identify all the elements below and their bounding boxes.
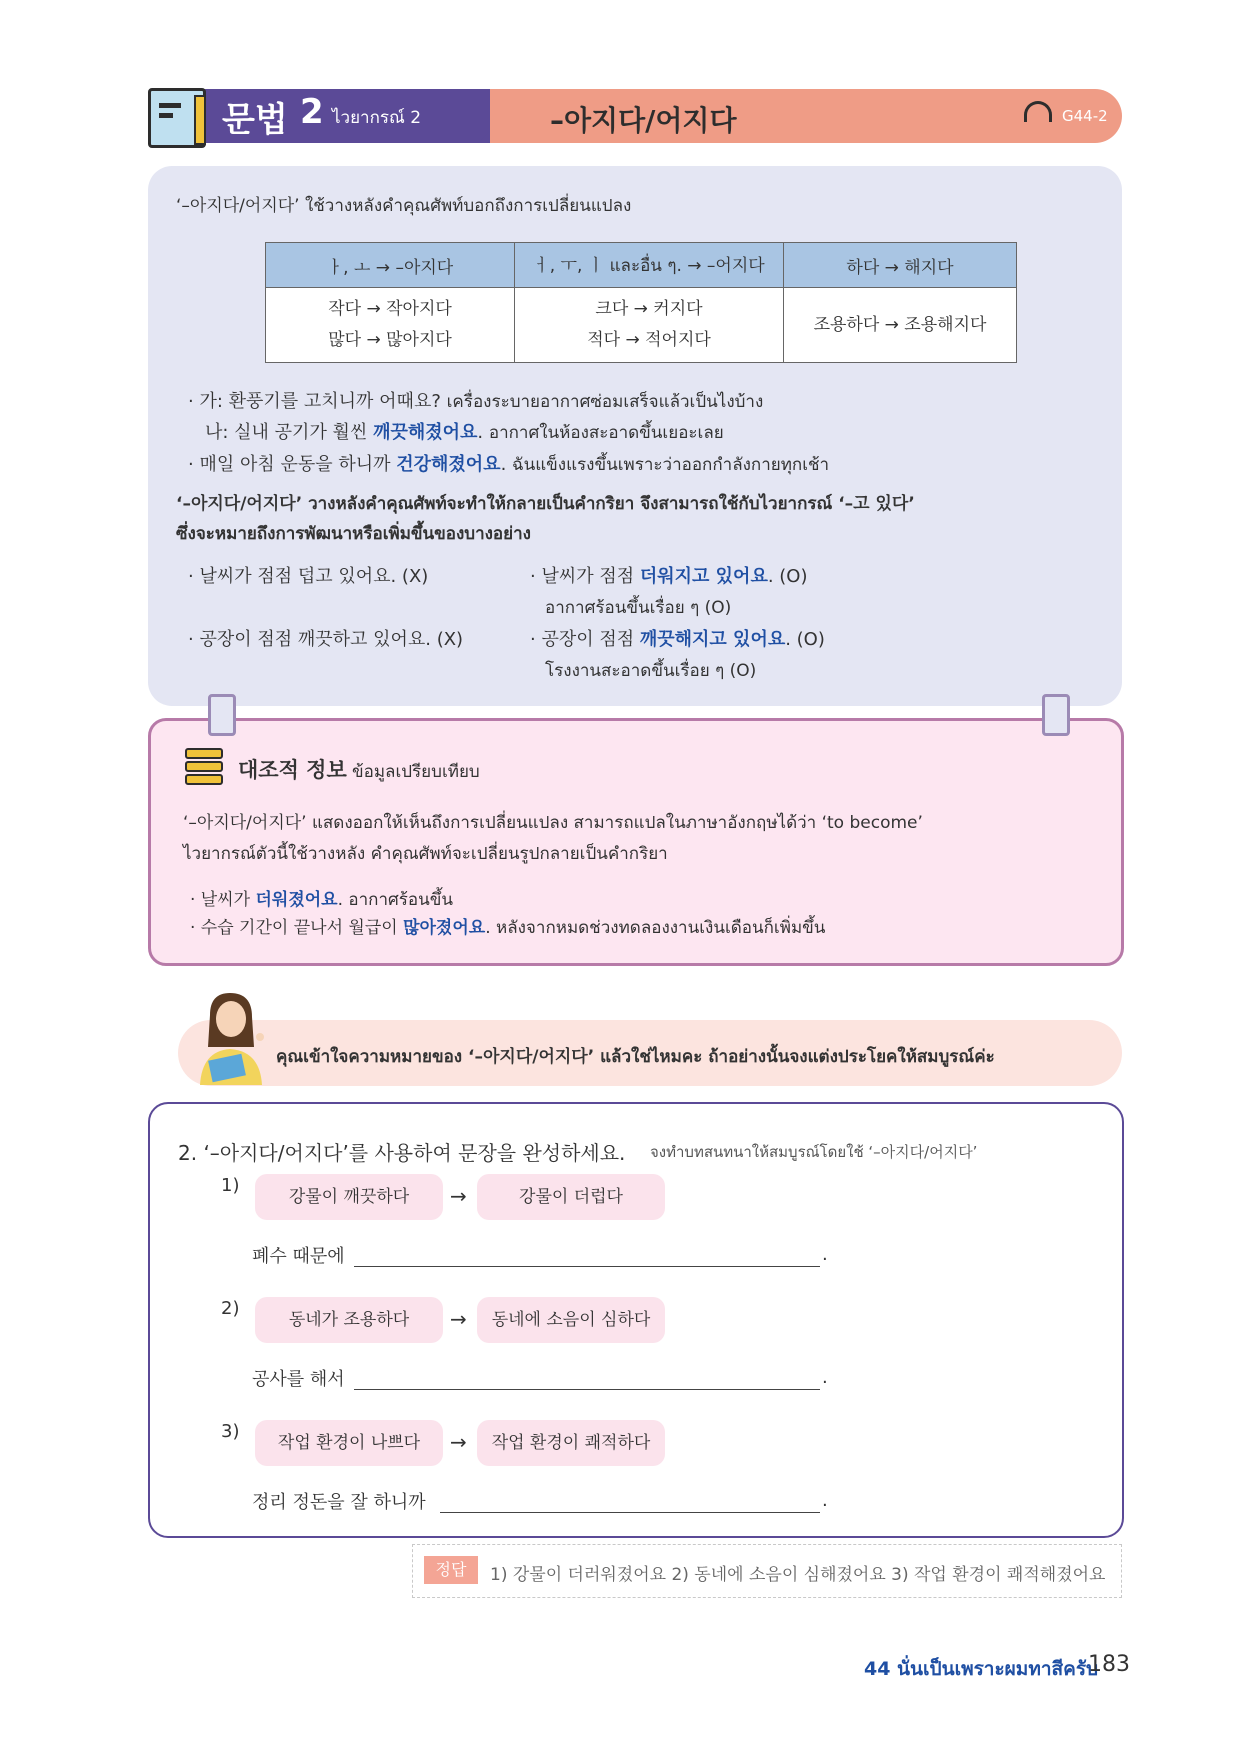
period: . <box>822 1490 828 1511</box>
period: . <box>822 1367 828 1388</box>
table-header: ㅓ, ㅜ, ㅣ และอื่น ๆ. → –어지다 <box>515 243 784 288</box>
pill-from: 강물이 깨끗하다 <box>255 1174 443 1220</box>
right-example: · 공장이 점점 깨끗해지고 있어요. (O) <box>530 629 825 650</box>
audio-code[interactable]: G44-2 <box>1062 107 1108 125</box>
table-cell: 조용하다 → 조용해지다 <box>784 288 1017 363</box>
chapter-title: 44 นั่นเป็นเพราะผมทาสีครับ <box>864 1658 1099 1680</box>
note-line: ซึ่งจะหมายถึงการพัฒนาหรือเพิ่มขึ้นของบางอย่าง <box>176 524 531 544</box>
compare-title-thai: ข้อมูลเปรียบเทียบ <box>352 762 480 782</box>
books-stack-icon <box>185 748 223 782</box>
pill-from: 작업 환경이 나쁘다 <box>255 1420 443 1466</box>
section-title: 문법 <box>222 100 288 140</box>
compare-text: ไวยากรณ์ตัวนี้ใช้วางหลัง คำคุณศัพท์จะเปลี่ยนรูปกลายเป็นคำกริยา <box>183 844 668 864</box>
page-number: 183 <box>1088 1652 1130 1677</box>
right-example: · 날씨가 점점 더워지고 있어요. (O) <box>530 566 808 587</box>
section-title-thai: ไวยากรณ์ 2 <box>332 108 422 128</box>
pencil-icon <box>194 95 206 145</box>
table-cell: 크다 → 커지다 적다 → 적어지다 <box>515 288 784 363</box>
clip-icon <box>1042 694 1070 736</box>
pill-to: 동네에 소음이 심하다 <box>477 1297 665 1343</box>
grammar-pattern: –아지다/어지다 <box>550 104 737 137</box>
item-prompt: 정리 정돈을 잘 하니까 <box>252 1492 426 1513</box>
clip-icon <box>208 694 236 736</box>
period: . <box>822 1244 828 1265</box>
item-prompt: 공사를 해서 <box>252 1369 345 1390</box>
speech-text: คุณเข้าใจความหมายของ ‘–아지다/어지다’ แล้วใช่ไหมคะ ถ้าอย่างนั้นจงแต่งประโยคให้สมบูรณ์ค่ะ <box>276 1047 995 1067</box>
example-line: 나: 실내 공기가 훨씬 깨끗해졌어요. อากาศในห้องสะอาดขึ้นเยอะเลย <box>205 422 724 443</box>
answer-blank[interactable] <box>354 1363 820 1390</box>
right-example-thai: โรงงานสะอาดขึ้นเรื่อย ๆ (O) <box>545 661 757 681</box>
pill-from: 동네가 조용하다 <box>255 1297 443 1343</box>
answer-blank[interactable] <box>440 1486 820 1513</box>
item-prompt: 폐수 때문에 <box>252 1246 345 1267</box>
headphones-icon[interactable] <box>1024 101 1052 122</box>
item-number: 1) <box>221 1175 240 1196</box>
answer-blank[interactable] <box>354 1240 820 1267</box>
table-cell: 작다 → 작아지다 많다 → 많아지다 <box>266 288 515 363</box>
compare-text: ‘–아지다/어지다’ แสดงออกให้เห็นถึงการเปลี่ยนแปลง สามารถแปลในภาษาอังกฤษได้ว่า ‘to become’ <box>183 813 923 833</box>
pill-to: 강물이 더럽다 <box>477 1174 665 1220</box>
right-example-thai: อากาศร้อนขึ้นเรื่อย ๆ (O) <box>545 598 732 618</box>
teacher-illustration <box>180 985 280 1085</box>
example-line: · 가: 환풍기를 고치니까 어때요? เครื่องระบายอากาศซ่อมเสร็จแล้วเป็นไงบ้าง <box>188 391 764 412</box>
section-number: 2 <box>300 92 324 132</box>
table-header: ㅏ, ㅗ → –아지다 <box>266 243 515 288</box>
answer-tag: 정답 <box>424 1556 478 1584</box>
answer-text: 1) 강물이 더러워졌어요 2) 동네에 소음이 심해졌어요 3) 작업 환경이 쾌적해졌어요 <box>490 1565 1106 1585</box>
item-number: 2) <box>221 1298 240 1319</box>
intro-text: ‘–아지다/어지다’ ใช้วางหลังคำคุณศัพท์บอกถึงการเปลี่ยนแปลง <box>176 196 632 216</box>
compare-example: · 수습 기간이 끝나서 월급이 많아졌어요. หลังจากหมดช่วงทดลองงานเงินเดือนก็เพิ่มขึ้น <box>190 918 826 938</box>
table-header: 하다 → 해지다 <box>784 243 1017 288</box>
conjugation-table <box>265 242 1017 363</box>
item-number: 3) <box>221 1421 240 1442</box>
example-line: · 매일 아침 운동을 하니까 건강해졌어요. ฉันแข็งแรงขึ้นเพราะว่าออกกำลังกายทุกเช้า <box>188 454 830 475</box>
arrow-icon: → <box>450 1307 467 1331</box>
arrow-icon: → <box>450 1184 467 1208</box>
pill-to: 작업 환경이 쾌적하다 <box>477 1420 665 1466</box>
note-line: ‘–아지다/어지다’ วางหลังคำคุณศัพท์จะทำให้กลายเป็นคำกริยา จึงสามารถใช้กับไวยากรณ์ ‘–고 있다’ <box>176 494 915 514</box>
arrow-icon: → <box>450 1430 467 1454</box>
wrong-example: · 공장이 점점 깨끗하고 있어요. (X) <box>188 629 464 650</box>
compare-title: 대조적 정보 <box>238 758 347 782</box>
exercise-title: 2. ‘–아지다/어지다’를 사용하여 문장을 완성하세요. <box>178 1141 626 1165</box>
exercise-title-thai: จงทำบทสนทนาให้สมบูรณ์โดยใช้ ‘–아지다/어지다’ <box>650 1143 978 1161</box>
wrong-example: · 날씨가 점점 덥고 있어요. (X) <box>188 566 429 587</box>
compare-example: · 날씨가 더워졌어요. อากาศร้อนขึ้น <box>190 890 454 910</box>
